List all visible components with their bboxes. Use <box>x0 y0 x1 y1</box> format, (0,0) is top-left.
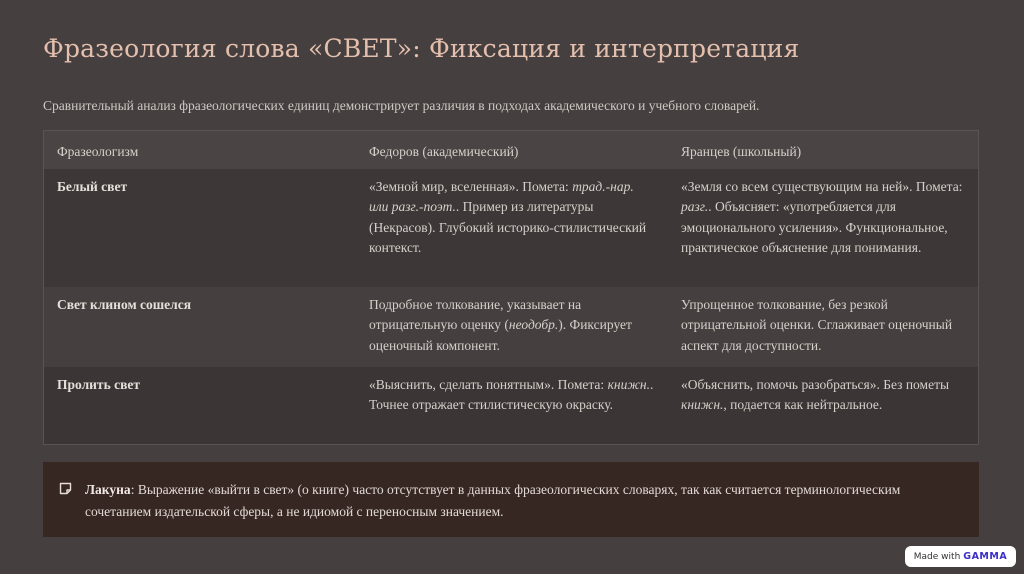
made-with-gamma-badge[interactable] <box>905 546 1016 567</box>
header-phraseologism: Фразеологизм <box>44 131 356 169</box>
badge-prefix: Made with <box>913 551 961 562</box>
comparison-table <box>43 130 979 445</box>
table-row <box>44 169 979 287</box>
lacuna-callout <box>43 462 979 537</box>
row-term: Пролить свет <box>57 377 140 392</box>
row-yarantsev: «Объяснить, помочь разобраться». Без пометы книжн., подается как нейтральное. <box>681 377 950 413</box>
row-yarantsev: «Земля со всем существующим на ней». Помета: разг.. Объясняет: «употребляется для эмоционального усиления». Функциональное, практическое объяснение для понимания. <box>681 179 963 256</box>
table-row <box>44 367 979 445</box>
row-fedorov: Подробное толкование, указывает на отрицательную оценку (неодобр.). Фиксирует оценочный компонент. <box>369 297 632 353</box>
row-fedorov: «Выяснить, сделать понятным». Помета: книжн.. Точнее отражает стилистическую окраску. <box>369 377 654 413</box>
badge-brand: GAMMA <box>963 551 1008 562</box>
header-fedorov: Федоров (академический) <box>356 131 668 169</box>
callout-label: Лакуна <box>85 482 131 497</box>
row-term: Белый свет <box>57 179 128 194</box>
row-fedorov: «Земной мир, вселенная». Помета: трад.-нар. или разг.-поэт.. Пример из литературы (Некрасов). Глубокий историко-стилистический контекст. <box>369 179 647 256</box>
page-title: Фразеология слова «СВЕТ»: Фиксация и интерпретация <box>43 34 800 63</box>
callout-text: : Выражение «выйти в свет» (о книге) часто отсутствует в данных фразеологических словарях, так как считается терминологическим сочетанием издательской сферы, а не идиомой с переносным значением. <box>85 482 901 519</box>
table-header-row <box>44 131 979 169</box>
row-yarantsev: Упрощенное толкование, без резкой отрицательной оценки. Сглаживает оценочный аспект для доступности. <box>681 297 953 353</box>
table-row <box>44 287 979 367</box>
row-term: Свет клином сошелся <box>57 297 192 312</box>
page-subtitle: Сравнительный анализ фразеологических единиц демонстрирует различия в подходах академического и учебного словарей. <box>43 98 760 113</box>
note-icon <box>59 482 72 495</box>
header-yarantsev: Яранцев (школьный) <box>668 131 979 169</box>
